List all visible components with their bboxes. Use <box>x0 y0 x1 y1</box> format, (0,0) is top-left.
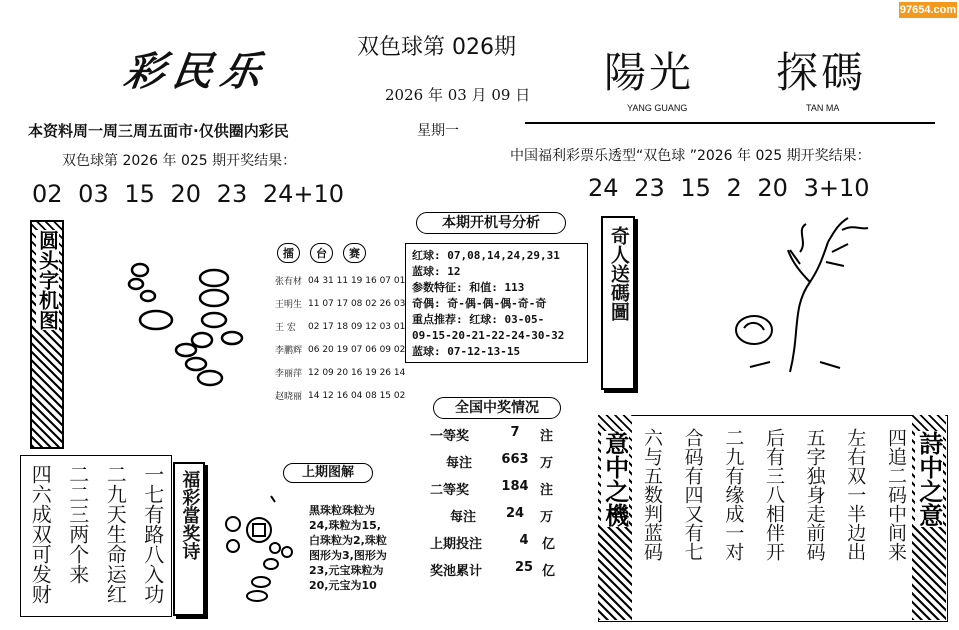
side-tag-left: 意中之機 <box>600 431 630 527</box>
player-name: 李鹏辉 <box>275 346 303 356</box>
poem-column: 二九天生命运红 <box>103 464 128 604</box>
prize-row <box>430 560 570 587</box>
player-numbers: 11 07 17 08 02 26 03 <box>308 298 406 309</box>
prize-label: 二等奖 <box>430 483 470 498</box>
prize-label: 一等奖 <box>430 429 470 444</box>
analysis-line: 重点推荐: 红球: 03-05- <box>412 313 545 326</box>
prize-row <box>430 452 570 479</box>
analysis-panel <box>405 243 588 363</box>
poem-column: 四追二码中间来 <box>884 428 907 561</box>
caption-line: 白珠粒为2,珠粒 <box>309 534 387 547</box>
player-numbers: 14 12 16 04 08 15 02 <box>308 390 406 401</box>
podium-table <box>272 269 408 407</box>
divider <box>525 122 935 124</box>
prize-unit: 亿 <box>542 564 556 579</box>
analysis-title: 本期开机号分析 <box>416 212 566 234</box>
caption-line: 20,元宝为10 <box>309 579 377 592</box>
player-numbers: 02 17 18 09 12 03 01 <box>308 321 406 332</box>
player-numbers: 12 09 20 16 19 26 14 <box>308 367 406 378</box>
machine-chart-label: 圆头字机图 <box>35 230 60 330</box>
player-numbers: 04 31 11 19 16 07 01 <box>308 275 406 286</box>
brand-pinyin-2: TAN MA <box>806 103 840 113</box>
table-row <box>272 269 408 292</box>
odd-chart-label-box <box>601 216 635 390</box>
prize-value: 663 <box>501 452 529 467</box>
last-diagram-caption <box>309 503 387 593</box>
left-result-label: 双色球第 2026 年 025 期开奖结果： <box>62 153 297 169</box>
right-result-numbers: 24 23 15 2 20 3+10 <box>588 174 870 202</box>
poem-column: 左右双一半边出 <box>844 428 867 561</box>
left-result-numbers: 02 03 15 20 23 24+10 <box>32 180 345 208</box>
poem-column: 合码有四又有七 <box>681 428 704 561</box>
podium-title-2: 台 <box>310 243 333 263</box>
prize-row <box>430 425 570 452</box>
table-row <box>272 315 408 338</box>
brand-right-logo-2: 探碼 <box>776 48 867 97</box>
issue-date: 2026 年 03 月 09 日 <box>385 86 531 104</box>
prize-unit: 万 <box>540 510 554 525</box>
prize-value: 24 <box>505 506 525 521</box>
caption-line: 23,元宝珠粒为 <box>309 564 384 577</box>
welfare-poem-label-box <box>173 462 205 616</box>
prize-value: 25 <box>514 560 534 575</box>
table-row <box>272 361 408 384</box>
last-diagram-title: 上期图解 <box>283 463 373 483</box>
prize-label: 每注 <box>450 510 477 525</box>
poem-column: 二九有缘成一对 <box>722 428 745 561</box>
poem-column: 四六成双可发财 <box>28 464 53 604</box>
poem-column: 二二三两个来 <box>65 464 90 584</box>
analysis-line: 蓝球: 07-12-13-15 <box>412 345 521 358</box>
analysis-line: 09-15-20-21-22-24-30-32 <box>412 329 565 342</box>
player-name: 张有材 <box>275 277 303 287</box>
player-name: 李丽萍 <box>275 369 303 379</box>
analysis-line: 奇偶: 奇-偶-偶-偶-奇-奇 <box>412 297 547 310</box>
analysis-line: 蓝球: 12 <box>412 265 461 278</box>
table-row <box>272 292 408 315</box>
poem-column: 六与五数判蓝码 <box>641 428 663 561</box>
table-row <box>272 338 408 361</box>
player-name: 王 宏 <box>275 323 296 333</box>
side-tag-right-box <box>912 415 946 620</box>
prize-value: 4 <box>519 533 529 548</box>
machine-chart-drawing <box>120 250 250 400</box>
caption-line: 图形为3,图形为 <box>309 549 387 562</box>
last-diagram-drawing <box>215 492 305 607</box>
brand-left-logo: 彩民乐 <box>121 48 272 95</box>
machine-chart-label-box <box>30 220 64 449</box>
prize-label: 奖池累计 <box>430 564 483 579</box>
prize-value: 184 <box>501 479 529 494</box>
player-name: 王明生 <box>275 300 303 310</box>
podium-panel <box>272 243 408 407</box>
prize-row <box>430 479 570 506</box>
prize-label: 每注 <box>446 456 473 471</box>
issue-title: 双色球第 026期 <box>357 35 516 60</box>
player-name: 赵晓丽 <box>275 392 303 402</box>
poem-column: 后有三八相伴开 <box>762 428 785 561</box>
welfare-poem-label: 福彩當奖诗 <box>179 470 201 560</box>
prize-unit: 注 <box>540 483 554 498</box>
analysis-line: 参数特征: 和值: 113 <box>412 281 525 294</box>
brand-right-logo: 陽光 <box>604 48 695 97</box>
prizes-panel <box>430 425 570 587</box>
prizes-title: 全国中奖情况 <box>433 397 561 419</box>
odd-chart-label: 奇人送碼圖 <box>607 226 630 321</box>
brand-pinyin-1: YANG GUANG <box>627 103 688 113</box>
poem-column: 一七有路八入功 <box>140 464 165 604</box>
table-row <box>272 384 408 407</box>
prize-unit: 注 <box>540 429 554 444</box>
side-tag-right: 詩中之意 <box>914 431 944 527</box>
prize-row <box>430 533 570 560</box>
prize-row <box>430 506 570 533</box>
weekday: 星期一 <box>417 123 459 139</box>
analysis-line: 红球: 07,08,14,24,29,31 <box>412 249 560 262</box>
watermark: 97654.com <box>899 4 957 16</box>
prize-unit: 万 <box>540 456 554 471</box>
left-poem-panel <box>20 455 172 617</box>
info-line: 本资料周一周三周五面市·仅供圈内彩民 <box>28 122 289 140</box>
prize-value: 7 <box>510 425 520 440</box>
tree-drawing <box>730 212 880 382</box>
podium-title-3: 赛 <box>343 243 366 263</box>
side-tag-left-box <box>598 415 632 620</box>
caption-line: 黑珠粒珠粒为 <box>309 504 375 517</box>
prize-label: 上期投注 <box>430 537 483 552</box>
caption-line: 24,珠粒为15, <box>309 519 381 532</box>
prize-unit: 亿 <box>542 537 556 552</box>
podium-title-1: 擂 <box>277 243 300 263</box>
poem-column: 五字独身走前码 <box>803 428 826 561</box>
right-poem <box>640 428 908 561</box>
player-numbers: 06 20 19 07 06 09 02 <box>308 344 406 355</box>
right-result-label: 中国福利彩票乐透型“双色球 ”2026 年 025 期开奖结果： <box>510 148 871 164</box>
